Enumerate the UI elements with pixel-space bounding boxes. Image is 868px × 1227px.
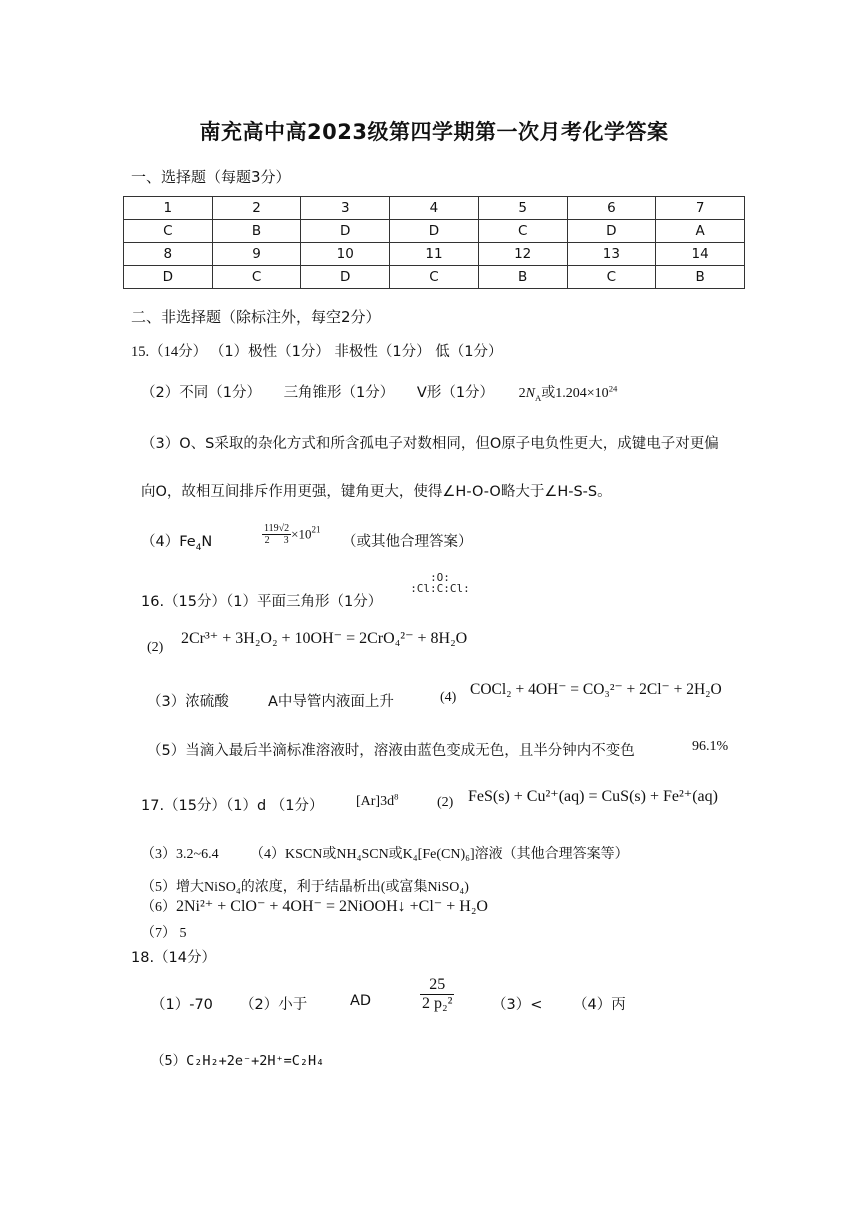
q16-part4-equation: COCl₂ + 4OH⁻ = CO₃²⁻ + 2Cl⁻ + 2H₂O bbox=[470, 681, 722, 698]
table-cell: 2 bbox=[212, 197, 301, 220]
table-cell: 13 bbox=[567, 243, 656, 266]
q16-part5: （5）当滴入最后半滴标准溶液时，溶液由蓝色变成无色，且半分钟内不变色 bbox=[147, 743, 635, 759]
table-cell: 4 bbox=[390, 197, 479, 220]
q15-answer-4-label: （4）Fe bbox=[141, 534, 196, 550]
q17-part4: （4）KSCN或NH₄SCN或K₄[Fe(CN)₆]溶液（其他合理答案等） bbox=[250, 847, 629, 862]
q17-electron-config: $[Ar]3d^8$ bbox=[356, 791, 399, 809]
q16-part1 bbox=[141, 590, 382, 611]
table-cell: 1 bbox=[124, 197, 213, 220]
q15-heading: 15.（14分） bbox=[131, 344, 208, 360]
table-cell: C bbox=[390, 266, 479, 289]
q17-part6: （6）2Ni²⁺ + ClO⁻ + 4OH⁻ = 2NiOOH↓ +Cl⁻ + H₂O bbox=[141, 898, 488, 915]
q18-part3: （3）< bbox=[492, 997, 543, 1013]
table-cell: D bbox=[124, 266, 213, 289]
table-cell: 6 bbox=[567, 197, 656, 220]
q15-answer-1: （1）极性（1分） 非极性（1分） 低（1分） bbox=[217, 344, 503, 360]
table-row-question-numbers bbox=[124, 243, 745, 266]
table-cell: C bbox=[124, 220, 213, 243]
table-cell: 5 bbox=[478, 197, 567, 220]
q15-part4: $(4)Fe_4N$ bbox=[141, 534, 213, 553]
table-row-answers bbox=[124, 220, 745, 243]
q15-answer-2c: V形（1分） bbox=[416, 385, 495, 401]
table-cell: B bbox=[212, 220, 301, 243]
table-row-question-numbers bbox=[124, 197, 745, 220]
section-nonchoice-heading: 二、非选择题（除标注外，每空2分） bbox=[131, 308, 381, 326]
q17-heading: 17.（15分）（1）d （1分） bbox=[141, 798, 324, 814]
table-cell: 3 bbox=[301, 197, 390, 220]
q16-part3a: （3）浓硫酸 bbox=[147, 694, 229, 710]
table-cell: C bbox=[212, 266, 301, 289]
q17-part5: （5）增大NiSO₄的浓度，利于结晶析出(或富集NiSO₄) bbox=[141, 880, 469, 895]
q17-part2-label: (2) bbox=[437, 795, 454, 810]
table-cell: 9 bbox=[212, 243, 301, 266]
q16-part2-equation: 2Cr³⁺ + 3H₂O₂ + 10OH⁻ = 2CrO₄²⁻ + 8H₂O bbox=[181, 630, 468, 647]
table-cell: B bbox=[656, 266, 745, 289]
table-cell: D bbox=[390, 220, 479, 243]
table-cell: D bbox=[301, 220, 390, 243]
table-cell: 8 bbox=[124, 243, 213, 266]
table-cell: D bbox=[567, 220, 656, 243]
q18-part5: （5）C₂H₂+2e⁻+2H⁺=C₂H₄ bbox=[151, 1053, 325, 1069]
q16-part5-value: 96.1% bbox=[692, 739, 729, 754]
q18-part1: （1）-70 bbox=[151, 997, 213, 1013]
table-cell: D bbox=[301, 266, 390, 289]
answer-table bbox=[123, 196, 745, 289]
q17-part7: （7） 5 bbox=[141, 926, 187, 941]
table-cell: C bbox=[478, 220, 567, 243]
q15-answer-2a: （2）不同（1分） bbox=[141, 385, 261, 401]
q18-part4: （4）丙 bbox=[573, 997, 626, 1013]
q17-part3: （3）3.2~6.4 bbox=[141, 847, 219, 862]
q15-answer-4-note: （或其他合理答案） bbox=[342, 534, 473, 550]
q16-part3b: A中导管内液面上升 bbox=[268, 694, 394, 710]
q18-part2-ad: AD bbox=[350, 993, 372, 1009]
q18-part2-fraction: $\frac{25}{\text{2 p₂²}}$ bbox=[422, 976, 453, 1012]
q15-answer-2b: 三角锥形（1分） bbox=[283, 385, 395, 401]
table-cell: 14 bbox=[656, 243, 745, 266]
table-cell: 10 bbox=[301, 243, 390, 266]
q15-part2 bbox=[141, 381, 617, 402]
table-cell: 12 bbox=[478, 243, 567, 266]
q16-part4-label: (4) bbox=[440, 690, 457, 705]
q18-part2: （2）小于 bbox=[240, 997, 308, 1013]
lewis-structure-cocl2: :O: :Cl:C:Cl: bbox=[410, 571, 470, 595]
q16-heading: 16.（15分）（1）平面三角形（1分） bbox=[141, 594, 383, 610]
q15-part1 bbox=[131, 340, 503, 361]
page-title: 南充高中高2023级第四学期第一次月考化学答案 bbox=[199, 120, 669, 144]
table-cell: 11 bbox=[390, 243, 479, 266]
q15-part3-line1: （3）O、S采取的杂化方式和所含孤电子对数相同，但O原子电负性更大，成键电子对更偏 bbox=[141, 436, 719, 452]
table-cell: 7 bbox=[656, 197, 745, 220]
q18-heading: 18.（14分） bbox=[131, 950, 217, 966]
q17-part2-equation: FeS(s) + Cu²⁺(aq) = CuS(s) + Fe²⁺(aq) bbox=[468, 788, 718, 805]
table-row-answers bbox=[124, 266, 745, 289]
q15-part3-line2: 向O，故相互间排斥作用更强，键角更大，使得∠H-O-O略大于∠H-S-S。 bbox=[141, 484, 612, 500]
table-cell: C bbox=[567, 266, 656, 289]
q16-part2-label: (2) bbox=[147, 640, 164, 655]
section-choice-heading: 一、选择题（每题3分） bbox=[131, 168, 291, 186]
table-cell: A bbox=[656, 220, 745, 243]
q15-answer-4-formula: $\frac{119√2}{2 3}$ $\times 10^{21}$ bbox=[264, 523, 321, 546]
q15-answer-2d: $2N_A$或$1.204\times 10^{24}$ bbox=[518, 383, 618, 403]
table-cell: B bbox=[478, 266, 567, 289]
